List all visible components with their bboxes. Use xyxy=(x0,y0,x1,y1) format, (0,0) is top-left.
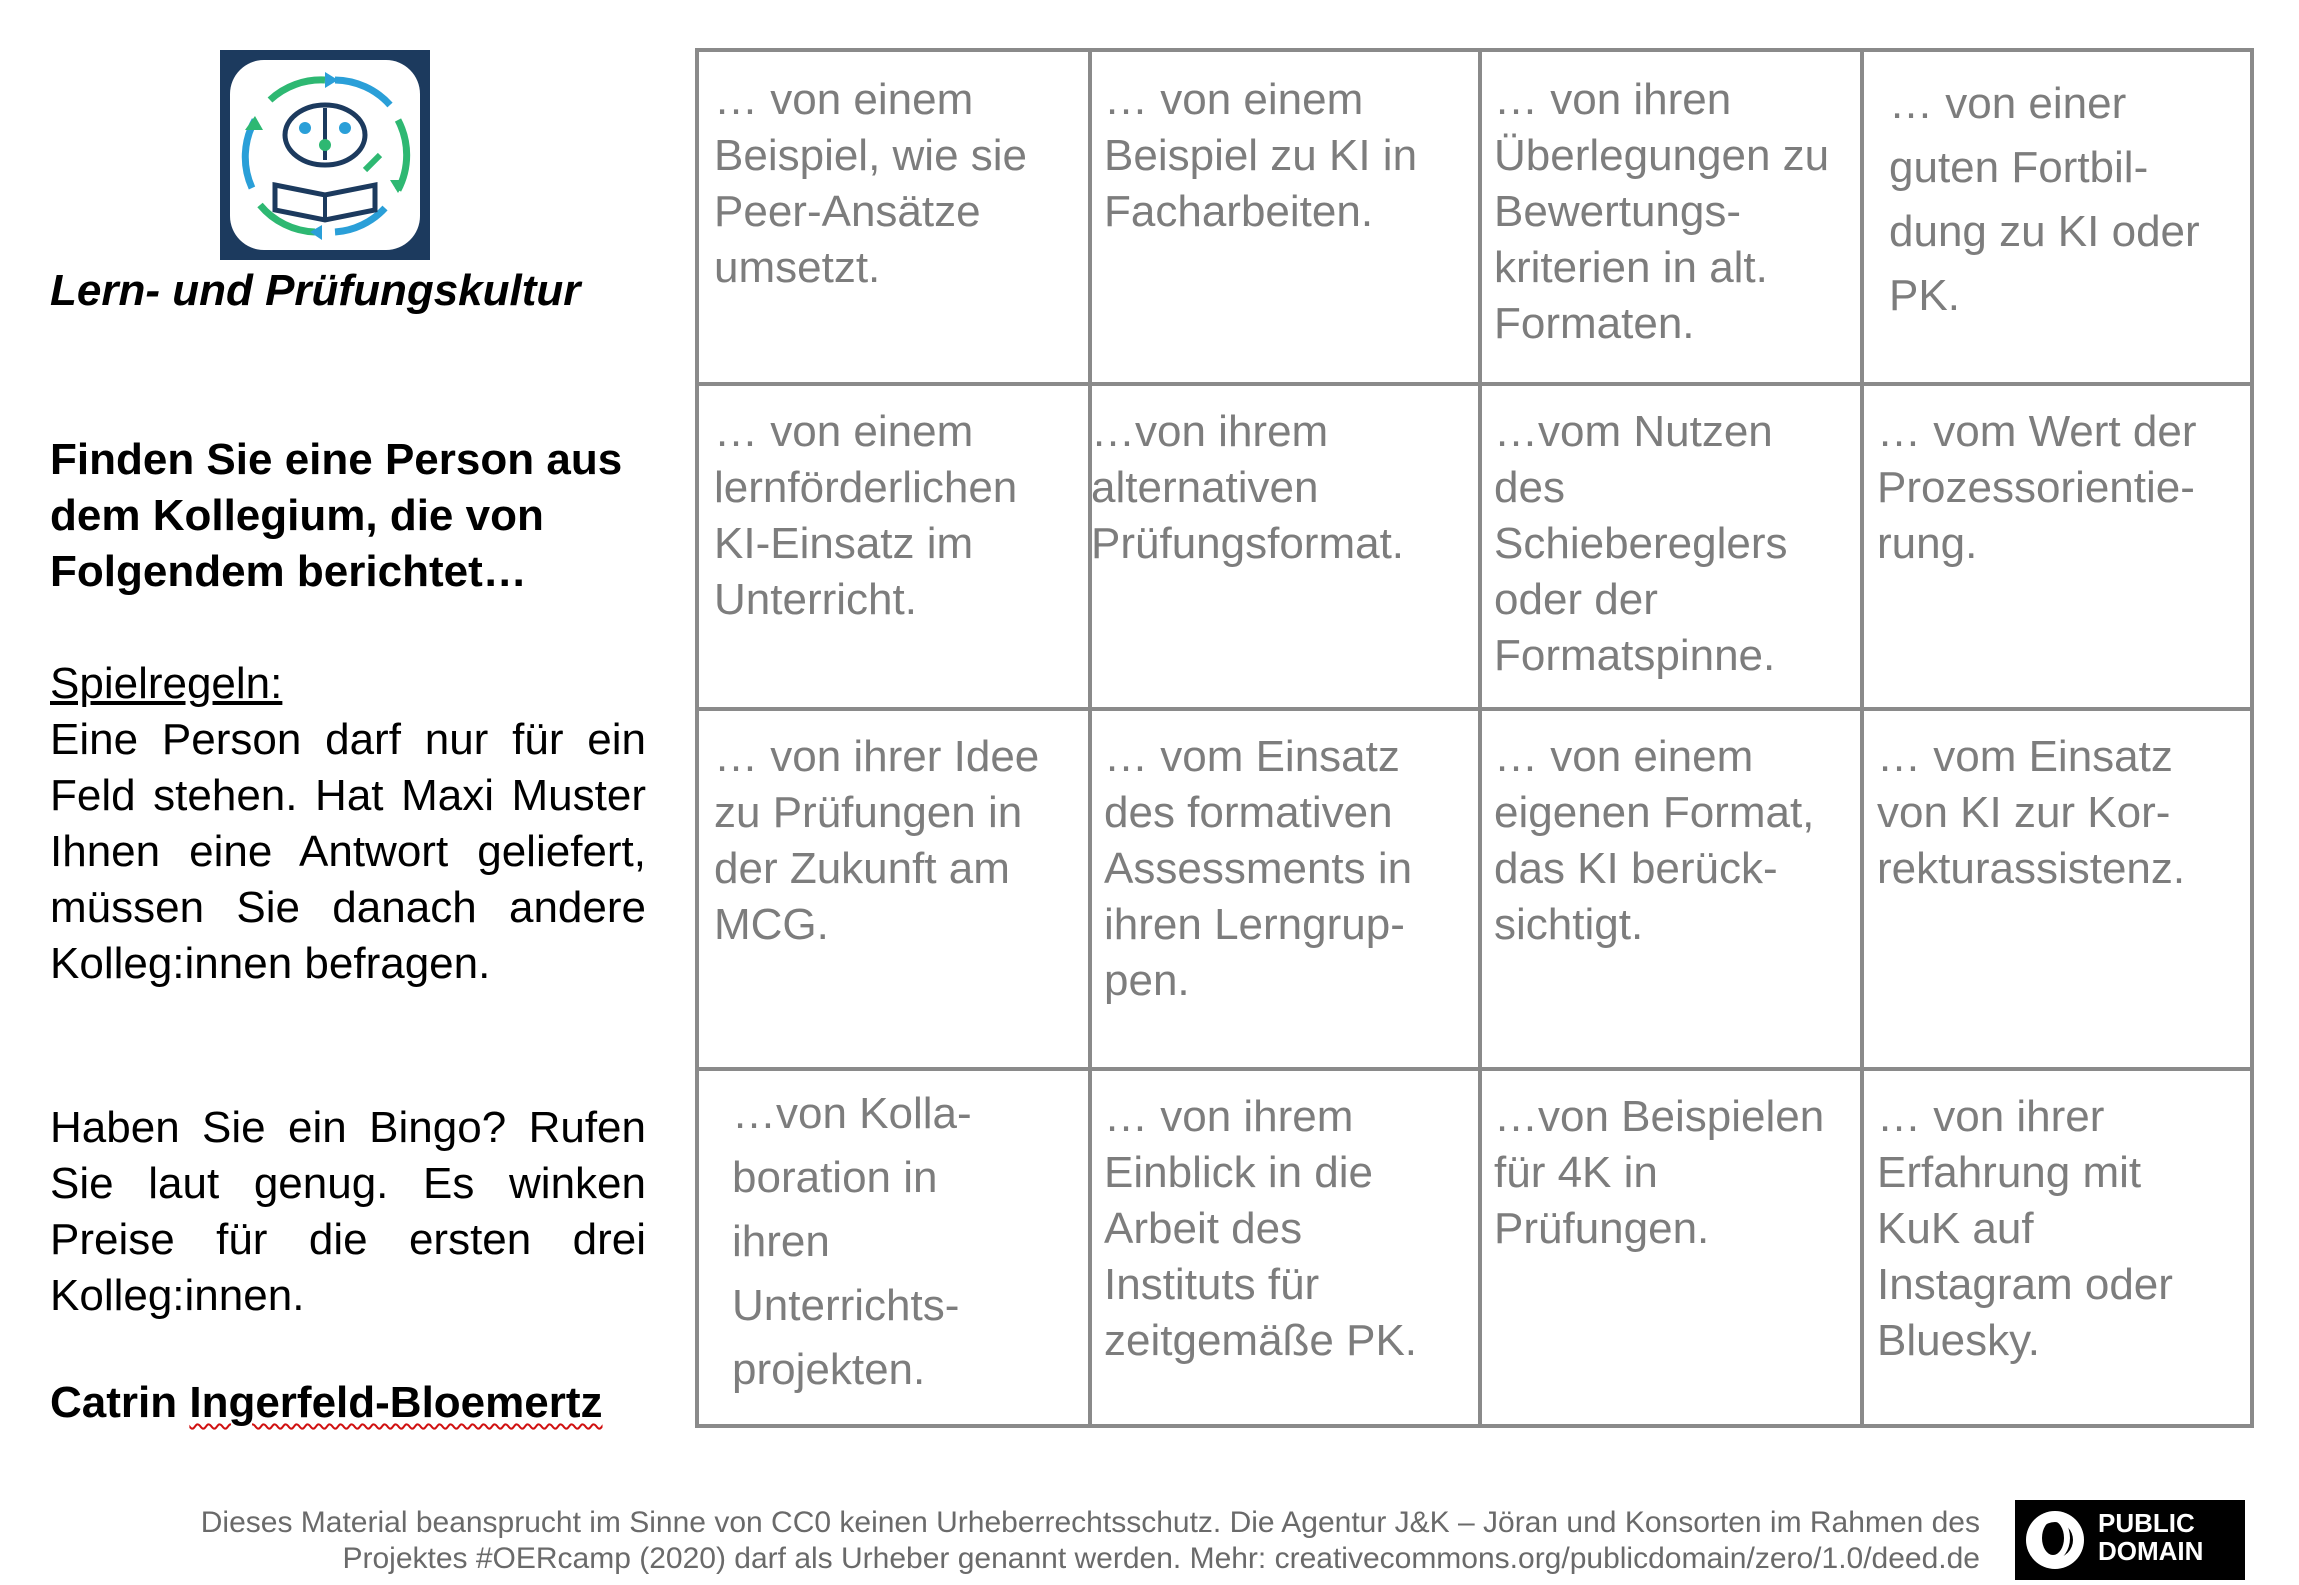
author-name xyxy=(50,1378,603,1428)
grid-line xyxy=(699,1067,2250,1071)
license-footer: Dieses Material beansprucht im Sinne von CC0 keinen Urheberrechtsschutz. Die Agentur J&K – Jöran und Konsorten im Rahmen des Projektes #OERcamp (2020) darf als Urheber genannt werden. Mehr: creativecommons.org/publicdomain/zero/1.0/deed.de xyxy=(200,1506,1980,1575)
bingo-cell[interactable]: … vom Einsatz von KI zur Kor- rekturassistenz. xyxy=(1877,732,2186,893)
bingo-cell[interactable]: … vom Wert der Prozessorientie- rung. xyxy=(1877,407,2197,568)
rules-heading: Spielregeln: xyxy=(50,659,283,708)
brain-book-cycle-icon xyxy=(220,50,430,260)
bingo-cell[interactable]: …von Beispielen für 4K in Prüfungen. xyxy=(1494,1092,1825,1253)
rules-text: Eine Person darf nur für ein Feld stehen. Hat Maxi Muster Ihnen eine Antwort geliefert, müssen Sie danach andere Kolleg:innen befragen. xyxy=(50,715,646,988)
author-first-name: Catrin xyxy=(50,1378,190,1427)
badge-label: PUBLIC DOMAIN xyxy=(2098,1508,2204,1566)
bingo-cell[interactable]: …von Kolla- boration in ihren Unterrichts- projekten. xyxy=(732,1089,972,1394)
bingo-cell[interactable]: … vom Einsatz des formativen Assessments in ihren Lerngrup- pen. xyxy=(1104,732,1413,1005)
bingo-cell[interactable]: … von einem Beispiel, wie sie Peer-Ansätze umsetzt. xyxy=(714,75,1028,292)
grid-line xyxy=(1860,52,1864,1424)
bingo-cell[interactable]: … von einem eigenen Format, das KI berück- sichtigt. xyxy=(1494,732,1815,949)
task-heading: Finden Sie eine Person aus dem Kollegium, die von Folgendem berichtet… xyxy=(50,435,623,596)
bingo-cell[interactable]: … von einer guten Fortbil- dung zu KI oder PK. xyxy=(1889,79,2200,320)
grid-line xyxy=(1478,52,1482,1424)
grid-line xyxy=(1088,52,1092,1424)
bingo-cell[interactable]: … von ihrem Einblick in die Arbeit des Instituts für zeitgemäße PK. xyxy=(1104,1092,1418,1365)
grid-line xyxy=(699,707,2250,711)
bingo-cell[interactable]: … von ihrer Idee zu Prüfungen in der Zukunft am MCG. xyxy=(714,732,1040,949)
bingo-cell[interactable]: …vom Nutzen des Schiebereglers oder der Formatspinne. xyxy=(1494,407,1788,680)
bingo-grid xyxy=(695,48,2254,1428)
bingo-cell[interactable]: … von einem Beispiel zu KI in Facharbeiten. xyxy=(1104,75,1418,236)
grid-line xyxy=(699,382,2250,386)
cc-zero-ring xyxy=(2036,1515,2070,1561)
bingo-cell[interactable]: … von ihren Überlegungen zu Bewertungs- kriterien in alt. Formaten. xyxy=(1494,75,1830,348)
bingo-text: Haben Sie ein Bingo? Rufen Sie laut genug. Es winken Preise für die ersten drei Kolleg:innen. xyxy=(50,1103,646,1320)
page-title: Lern- und Prüfungskultur xyxy=(50,266,581,315)
bingo-cell[interactable]: … von einem lernförderlichen KI-Einsatz im Unterricht. xyxy=(714,407,1018,624)
public-domain-badge[interactable] xyxy=(2015,1500,2245,1580)
bingo-cell[interactable]: … von ihrer Erfahrung mit KuK auf Instagram oder Bluesky. xyxy=(1877,1092,2173,1365)
author-last-name: Ingerfeld-Bloemertz xyxy=(189,1378,603,1427)
bingo-cell[interactable]: …von ihrem alternativen Prüfungsformat. xyxy=(1091,407,1405,568)
